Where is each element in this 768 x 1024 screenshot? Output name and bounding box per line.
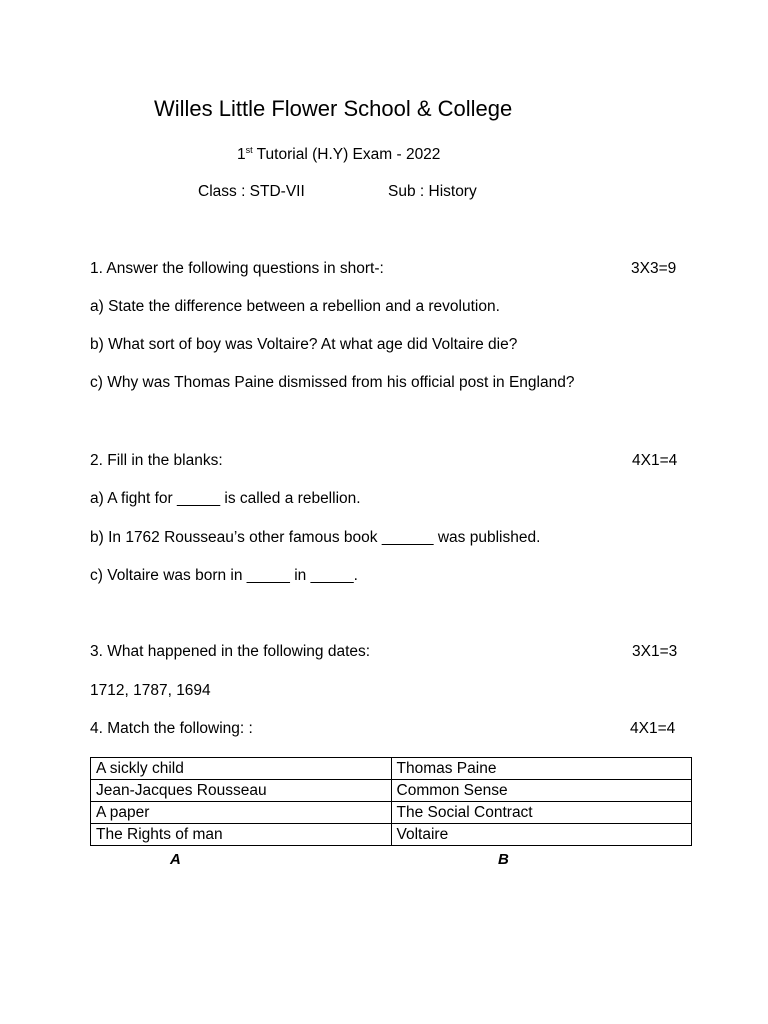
q2-marks: 4X1=4 — [632, 452, 678, 469]
q3-marks: 3X1=3 — [632, 643, 678, 660]
q4-marks: 4X1=4 — [630, 720, 676, 737]
q2-item-b: b) In 1762 Rousseau’s other famous book ______ was published. — [90, 529, 541, 546]
q3-dates: 1712, 1787, 1694 — [90, 682, 211, 699]
q2-item-a: a) A fight for _____ is called a rebellion. — [90, 490, 361, 507]
table-cell-a: A paper — [91, 802, 392, 824]
table-cell-a: Jean-Jacques Rousseau — [91, 780, 392, 802]
exam-title-rest: Tutorial (H.Y) Exam - 2022 — [252, 146, 441, 163]
table-row — [91, 802, 692, 824]
q1-item-c: c) Why was Thomas Paine dismissed from his official post in England? — [90, 374, 575, 391]
table-cell-b: Thomas Paine — [391, 758, 692, 780]
column-a-label: A — [170, 851, 181, 868]
school-name: Willes Little Flower School & College — [154, 96, 513, 121]
q1-item-b: b) What sort of boy was Voltaire? At what age did Voltaire die? — [90, 336, 518, 353]
table-cell-b: The Social Contract — [391, 802, 692, 824]
column-b-label: B — [498, 851, 509, 868]
table-cell-a: A sickly child — [91, 758, 392, 780]
q1-marks: 3X3=9 — [631, 260, 677, 277]
q2-title: 2. Fill in the blanks: — [90, 452, 223, 469]
table-row — [91, 780, 692, 802]
match-table — [90, 757, 692, 846]
q1-title: 1. Answer the following questions in short-: — [90, 260, 384, 277]
table-cell-b: Common Sense — [391, 780, 692, 802]
exam-title-number: 1 — [237, 146, 246, 163]
class-label: Class : STD-VII — [198, 183, 305, 200]
table-cell-a: The Rights of man — [91, 824, 392, 846]
table-cell-b: Voltaire — [391, 824, 692, 846]
subject-label: Sub : History — [388, 183, 477, 200]
q3-title: 3. What happened in the following dates: — [90, 643, 371, 660]
q2-item-c: c) Voltaire was born in _____ in _____. — [90, 567, 358, 584]
q1-item-a: a) State the difference between a rebellion and a revolution. — [90, 298, 500, 315]
exam-title — [237, 145, 440, 164]
q4-title: 4. Match the following: : — [90, 720, 253, 737]
exam-title-ordinal: st — [245, 145, 253, 155]
table-row — [91, 824, 692, 846]
table-row — [91, 758, 692, 780]
